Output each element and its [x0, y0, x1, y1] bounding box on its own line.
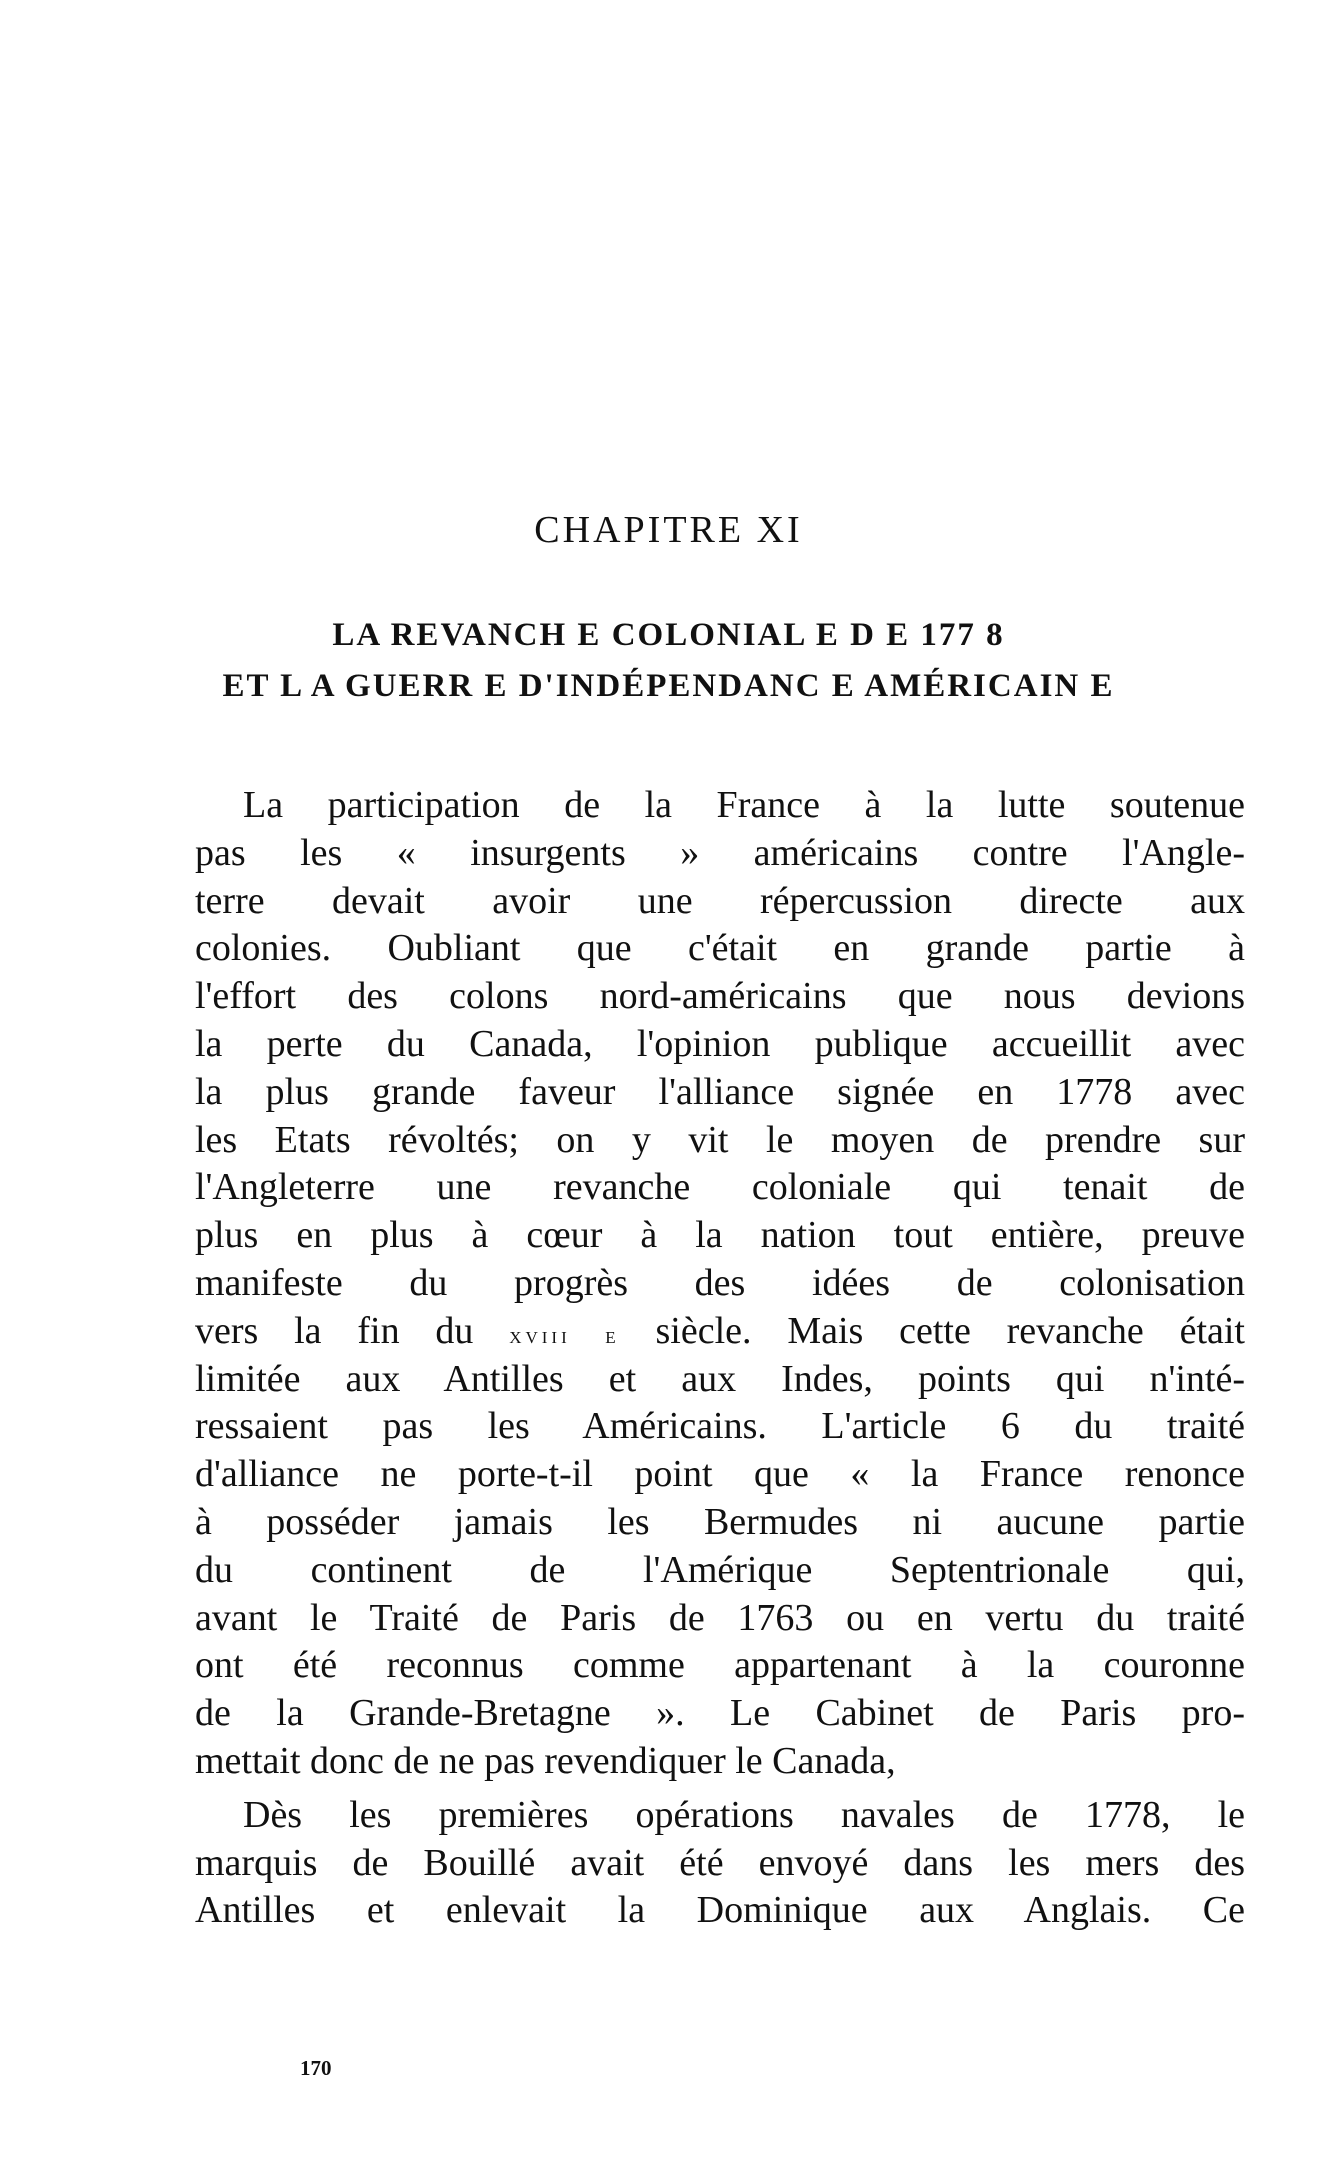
text-line: l'Angleterre une revanche coloniale qui tenait de: [195, 1166, 1245, 1209]
text-line: Antilles et enlevait la Dominique aux Anglais. Ce: [195, 1889, 1245, 1932]
century-line-post: siècle. Mais cette revanche était: [655, 1309, 1245, 1352]
text-line: les Etats révoltés; on y vit le moyen de prendre sur: [195, 1118, 1245, 1161]
text-line: plus en plus à cœur à la nation tout entière, preuve: [195, 1214, 1245, 1257]
paragraph-1: [195, 782, 1245, 1786]
text-line: marquis de Bouillé avait été envoyé dans les mers des: [195, 1841, 1245, 1884]
text-line: la perte du Canada, l'opinion publique accueillit avec: [195, 1022, 1245, 1065]
text-line: d'alliance ne porte-t-il point que « la France renonce: [195, 1453, 1245, 1496]
text-line: l'effort des colons nord-américains que nous devions: [195, 975, 1245, 1018]
text-line: de la Grande-Bretagne ». Le Cabinet de Paris pro-: [195, 1692, 1245, 1735]
text-line: colonies. Oubliant que c'était en grande partie à: [195, 927, 1245, 970]
chapter-title-line-1: LA REVANCH E COLONIAL E D E 177 8: [332, 617, 1005, 653]
body-text: [195, 782, 1245, 1935]
text-line-century: [195, 1308, 1245, 1356]
chapter-heading: CHAPITRE XI: [534, 509, 803, 551]
text-line: limitée aux Antilles et aux Indes, points qui n'inté-: [195, 1357, 1245, 1400]
century-small-caps: XVIII E: [509, 1327, 620, 1347]
text-line: la plus grande faveur l'alliance signée en 1778 avec: [195, 1070, 1245, 1113]
text-line: manifeste du progrès des idées de colonisation: [195, 1261, 1245, 1304]
text-line: du continent de l'Amérique Septentrionale qui,: [195, 1548, 1245, 1591]
paragraph-2: [195, 1792, 1245, 1935]
century-line-pre: vers la fin du: [195, 1309, 474, 1352]
text-line: mettait donc de ne pas revendiquer le Canada,: [195, 1739, 896, 1782]
text-line: ont été reconnus comme appartenant à la couronne: [195, 1644, 1245, 1687]
text-line: à posséder jamais les Bermudes ni aucune partie: [195, 1500, 1245, 1543]
page-number: 170: [300, 2056, 332, 2080]
text-line: Dès les premières opérations navales de 1778, le: [243, 1793, 1245, 1836]
text-line: La participation de la France à la lutte soutenue: [243, 784, 1245, 826]
text-line: ressaient pas les Américains. L'article 6 du traité: [195, 1405, 1245, 1448]
text-line: avant le Traité de Paris de 1763 ou en vertu du traité: [195, 1596, 1245, 1639]
chapter-title-line-2: ET L A GUERR E D'INDÉPENDANC E AMÉRICAIN E: [222, 668, 1115, 704]
text-line: terre devait avoir une répercussion directe aux: [195, 879, 1245, 922]
text-line: pas les « insurgents » américains contre l'Angle-: [195, 831, 1245, 874]
